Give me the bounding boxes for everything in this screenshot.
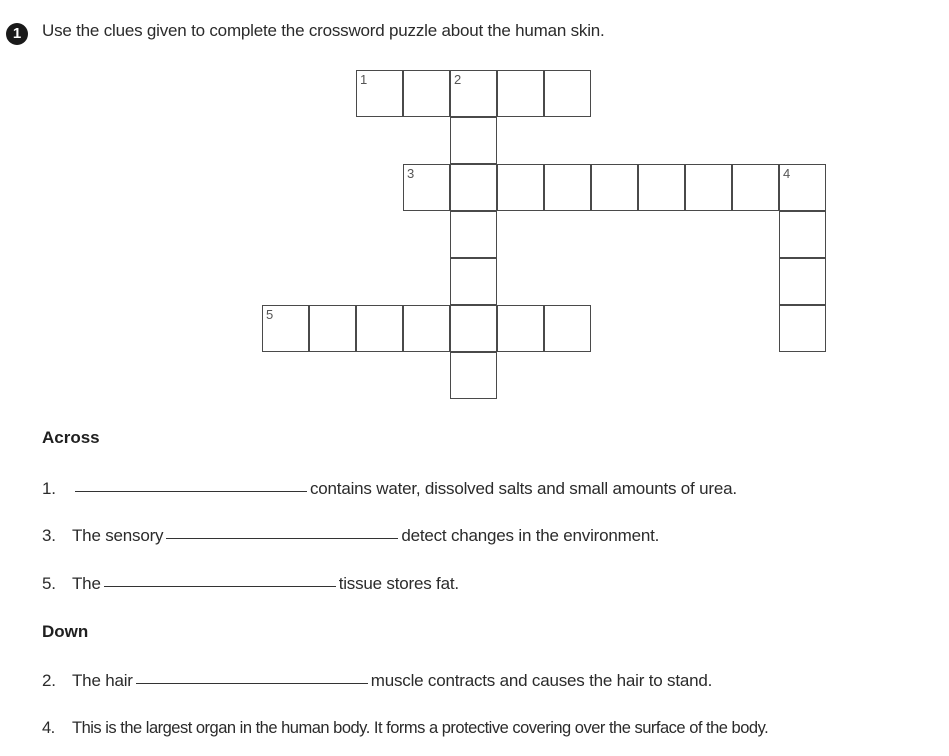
clue-number: 4. [42, 719, 55, 737]
clue-number-2: 2 [454, 72, 462, 87]
answer-blank[interactable] [75, 490, 307, 492]
question-number-badge: 1 [6, 23, 28, 45]
answer-blank[interactable] [104, 585, 336, 587]
clue-number-4: 4 [783, 166, 791, 181]
clue-text-before: The [72, 574, 101, 593]
clue-number: 3. [42, 526, 56, 545]
crossword-cell[interactable] [356, 305, 403, 352]
crossword-cell[interactable] [779, 258, 826, 305]
crossword-cell[interactable] [544, 164, 591, 211]
crossword-cell[interactable] [638, 164, 685, 211]
crossword-cell[interactable] [450, 164, 497, 211]
clue-number: 5. [42, 574, 56, 593]
clue-text-before: This is the largest organ in the human body. It forms a protective covering over the surface of the body. [72, 719, 769, 737]
instruction-text: Use the clues given to complete the crossword puzzle about the human skin. [42, 21, 605, 40]
crossword-cell[interactable] [309, 305, 356, 352]
crossword-cell[interactable] [732, 164, 779, 211]
crossword-cell[interactable] [497, 164, 544, 211]
crossword-cell[interactable] [403, 70, 450, 117]
clue-number: 1. [42, 479, 56, 498]
crossword-cell[interactable] [403, 305, 450, 352]
across-heading: Across [42, 428, 100, 447]
clue-number-1: 1 [360, 72, 368, 87]
crossword-cell[interactable] [544, 70, 591, 117]
crossword-cell[interactable] [779, 211, 826, 258]
crossword-cell[interactable] [450, 258, 497, 305]
clue-text-after: tissue stores fat. [338, 574, 459, 593]
crossword-cell[interactable] [450, 70, 497, 117]
crossword-cell[interactable] [497, 70, 544, 117]
down-heading: Down [42, 622, 89, 641]
clue-number-5: 5 [266, 307, 274, 322]
crossword-cell[interactable] [591, 164, 638, 211]
clue-number: 2. [42, 671, 56, 690]
crossword-cell[interactable] [779, 164, 826, 211]
clue-text-after: muscle contracts and causes the hair to stand. [370, 671, 713, 690]
clue-text-before: The sensory [72, 526, 164, 545]
crossword-cell[interactable] [544, 305, 591, 352]
across-clue-1 [42, 479, 737, 499]
answer-blank[interactable] [166, 537, 398, 539]
clue-text-after: detect changes in the environment. [401, 526, 660, 545]
down-clue-4 [42, 719, 768, 738]
down-clue-2 [42, 671, 712, 691]
crossword-cell[interactable] [450, 305, 497, 352]
crossword-cell[interactable] [262, 305, 309, 352]
crossword-cell[interactable] [497, 305, 544, 352]
clue-text-after: contains water, dissolved salts and small amounts of urea. [310, 479, 737, 498]
across-clue-3 [42, 526, 659, 546]
crossword-cell[interactable] [779, 305, 826, 352]
crossword-cell[interactable] [450, 211, 497, 258]
across-clue-5 [42, 574, 459, 594]
clue-number-3: 3 [407, 166, 415, 181]
crossword-cell[interactable] [685, 164, 732, 211]
answer-blank[interactable] [136, 682, 368, 684]
crossword-cell[interactable] [356, 70, 403, 117]
crossword-cell[interactable] [403, 164, 450, 211]
clue-text-before: The hair [72, 671, 133, 690]
crossword-cell[interactable] [450, 352, 497, 399]
crossword-cell[interactable] [450, 117, 497, 164]
